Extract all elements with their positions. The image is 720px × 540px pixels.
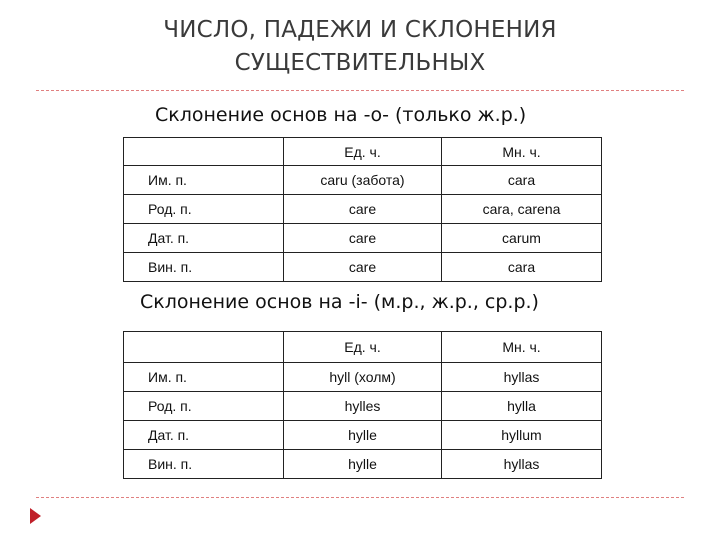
singular-form: hylles	[284, 392, 442, 421]
plural-form: hyllas	[442, 450, 602, 479]
column-header-plural: Мн. ч.	[442, 332, 602, 363]
table-row	[124, 363, 602, 392]
singular-form: care	[284, 224, 442, 253]
table-row	[124, 195, 602, 224]
section-heading-o-stem: Склонение основ на -о- (только ж.р.)	[155, 104, 527, 126]
table-corner-cell	[124, 332, 284, 363]
column-header-singular: Ед. ч.	[284, 138, 442, 166]
case-label: Род. п.	[124, 392, 284, 421]
case-label: Вин. п.	[124, 450, 284, 479]
singular-form: care	[284, 253, 442, 282]
table-row	[124, 166, 602, 195]
case-label: Род. п.	[124, 195, 284, 224]
plural-form: hyllas	[442, 363, 602, 392]
table-corner-cell	[124, 138, 284, 166]
top-divider	[36, 90, 684, 91]
table-row	[124, 253, 602, 282]
plural-form: hylla	[442, 392, 602, 421]
plural-form: carum	[442, 224, 602, 253]
case-label: Дат. п.	[124, 421, 284, 450]
slide-title-line-1: ЧИСЛО, ПАДЕЖИ И СКЛОНЕНИЯ	[163, 17, 557, 43]
table-header-row	[124, 332, 602, 363]
plural-form: cara	[442, 253, 602, 282]
plural-form: hyllum	[442, 421, 602, 450]
declension-table-i-stem	[123, 331, 602, 479]
table-row	[124, 392, 602, 421]
singular-form: care	[284, 195, 442, 224]
singular-form: hylle	[284, 450, 442, 479]
table-row	[124, 224, 602, 253]
case-label: Дат. п.	[124, 224, 284, 253]
slide-title	[0, 14, 720, 80]
case-label: Им. п.	[124, 166, 284, 195]
table-row	[124, 421, 602, 450]
column-header-plural: Мн. ч.	[442, 138, 602, 166]
table-header-row	[124, 138, 602, 166]
plural-form: cara, carena	[442, 195, 602, 224]
column-header-singular: Ед. ч.	[284, 332, 442, 363]
declension-table-o-stem	[123, 137, 602, 282]
bottom-divider	[36, 497, 684, 498]
section-heading-i-stem: Склонение основ на -i- (м.р., ж.р., ср.р.)	[140, 291, 539, 313]
plural-form: cara	[442, 166, 602, 195]
singular-form: hylle	[284, 421, 442, 450]
slide-title-line-2: СУЩЕСТВИТЕЛЬНЫХ	[234, 50, 486, 76]
singular-form: caru (забота)	[284, 166, 442, 195]
singular-form: hyll (холм)	[284, 363, 442, 392]
case-label: Вин. п.	[124, 253, 284, 282]
case-label: Им. п.	[124, 363, 284, 392]
table-row	[124, 450, 602, 479]
triangle-bullet-icon	[30, 508, 41, 524]
